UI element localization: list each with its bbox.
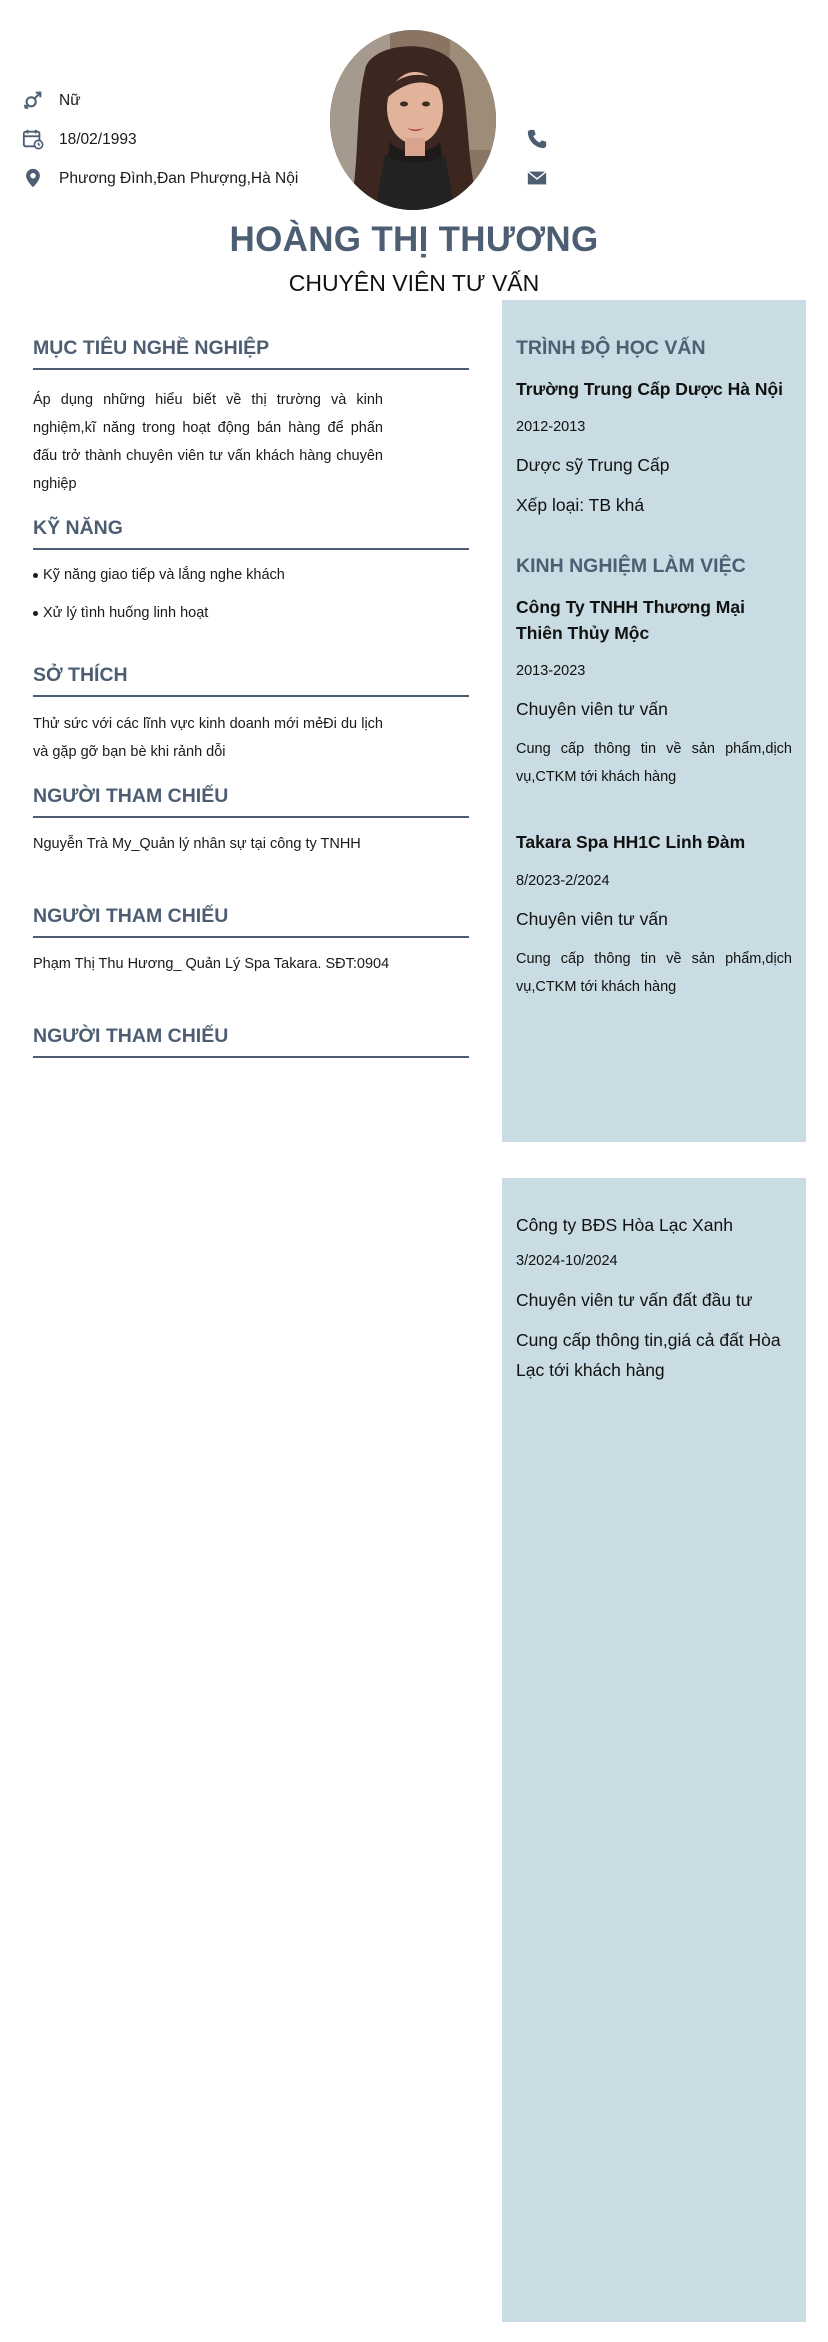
reference-title-3: NGƯỜI THAM CHIẾU — [33, 1025, 469, 1058]
education-grade: Xếp loại: TB khá — [516, 495, 645, 515]
hobbies-text: Thử sức với các lĩnh vực kinh doanh mới mẻĐi du lịch và gặp gỡ bạn bè khi rảnh dỗi — [33, 716, 383, 760]
job-company: Công Ty TNHH Thương Mại Thiên Thủy Mộc — [516, 597, 745, 643]
envelope-icon — [526, 167, 548, 189]
experience-title: KINH NGHIỆM LÀM VIỆC — [516, 555, 746, 577]
gender-text: Nữ — [59, 92, 81, 109]
location-pin-icon — [22, 167, 44, 189]
avatar — [330, 30, 496, 210]
objective-text: Áp dụng những hiểu biết về thị trường và kinh nghiệm,kĩ năng trong hoạt động bán hàng để phấn đấu trở thành chuyên viên tư vấn khách hàng chuyên nghiệp — [33, 392, 383, 492]
hobbies-title: SỞ THÍCH — [33, 664, 469, 697]
reference-title-2: NGƯỜI THAM CHIẾU — [33, 905, 469, 938]
calendar-icon — [22, 128, 44, 150]
birthdate-text: 18/02/1993 — [59, 131, 137, 148]
reference-text-2: Phạm Thị Thu Hương_ Quản Lý Spa Takara. SĐT:0904 — [33, 956, 390, 972]
skill-item: Xử lý tình huống linh hoạt — [33, 605, 208, 621]
reference-title-1: NGƯỜI THAM CHIẾU — [33, 785, 469, 818]
skills-title: KỸ NĂNG — [33, 517, 469, 550]
job-role: Chuyên viên tư vấn — [516, 909, 668, 929]
job-period: 3/2024-10/2024 — [516, 1253, 618, 1269]
education-title: TRÌNH ĐỘ HỌC VẤN — [516, 337, 706, 359]
candidate-job-title: CHUYÊN VIÊN TƯ VẤN — [288, 270, 540, 296]
gender-icon — [22, 89, 44, 111]
phone-icon — [526, 128, 548, 150]
education-period: 2012-2013 — [516, 419, 586, 435]
reference-text-1: Nguyễn Trà My_Quản lý nhân sự tại công ty TNHH — [33, 836, 361, 852]
job-description: Cung cấp thông tin,giá cả đất Hòa Lạc tới khách hàng — [516, 1330, 781, 1380]
job-description: Cung cấp thông tin về sản phẩm,dịch vụ,CTKM tới khách hàng — [516, 951, 792, 995]
job-company: Công ty BĐS Hòa Lạc Xanh — [516, 1215, 733, 1235]
objective-title: MỤC TIÊU NGHỀ NGHIỆP — [33, 337, 469, 370]
candidate-name: HOÀNG THỊ THƯƠNG — [229, 220, 599, 259]
job-period: 2013-2023 — [516, 663, 586, 679]
job-company: Takara Spa HH1C Linh Đàm — [516, 832, 746, 852]
job-role: Chuyên viên tư vấn đất đầu tư — [516, 1290, 753, 1310]
skill-item: Kỹ năng giao tiếp và lắng nghe khách — [33, 567, 285, 583]
address-text: Phương Đình,Đan Phượng,Hà Nội — [59, 170, 299, 187]
job-description: Cung cấp thông tin về sản phẩm,dịch vụ,CTKM tới khách hàng — [516, 741, 792, 785]
education-major: Dược sỹ Trung Cấp — [516, 455, 670, 475]
job-role: Chuyên viên tư vấn — [516, 699, 668, 719]
job-period: 8/2023-2/2024 — [516, 873, 610, 889]
education-school: Trường Trung Cấp Dược Hà Nội — [516, 379, 784, 399]
